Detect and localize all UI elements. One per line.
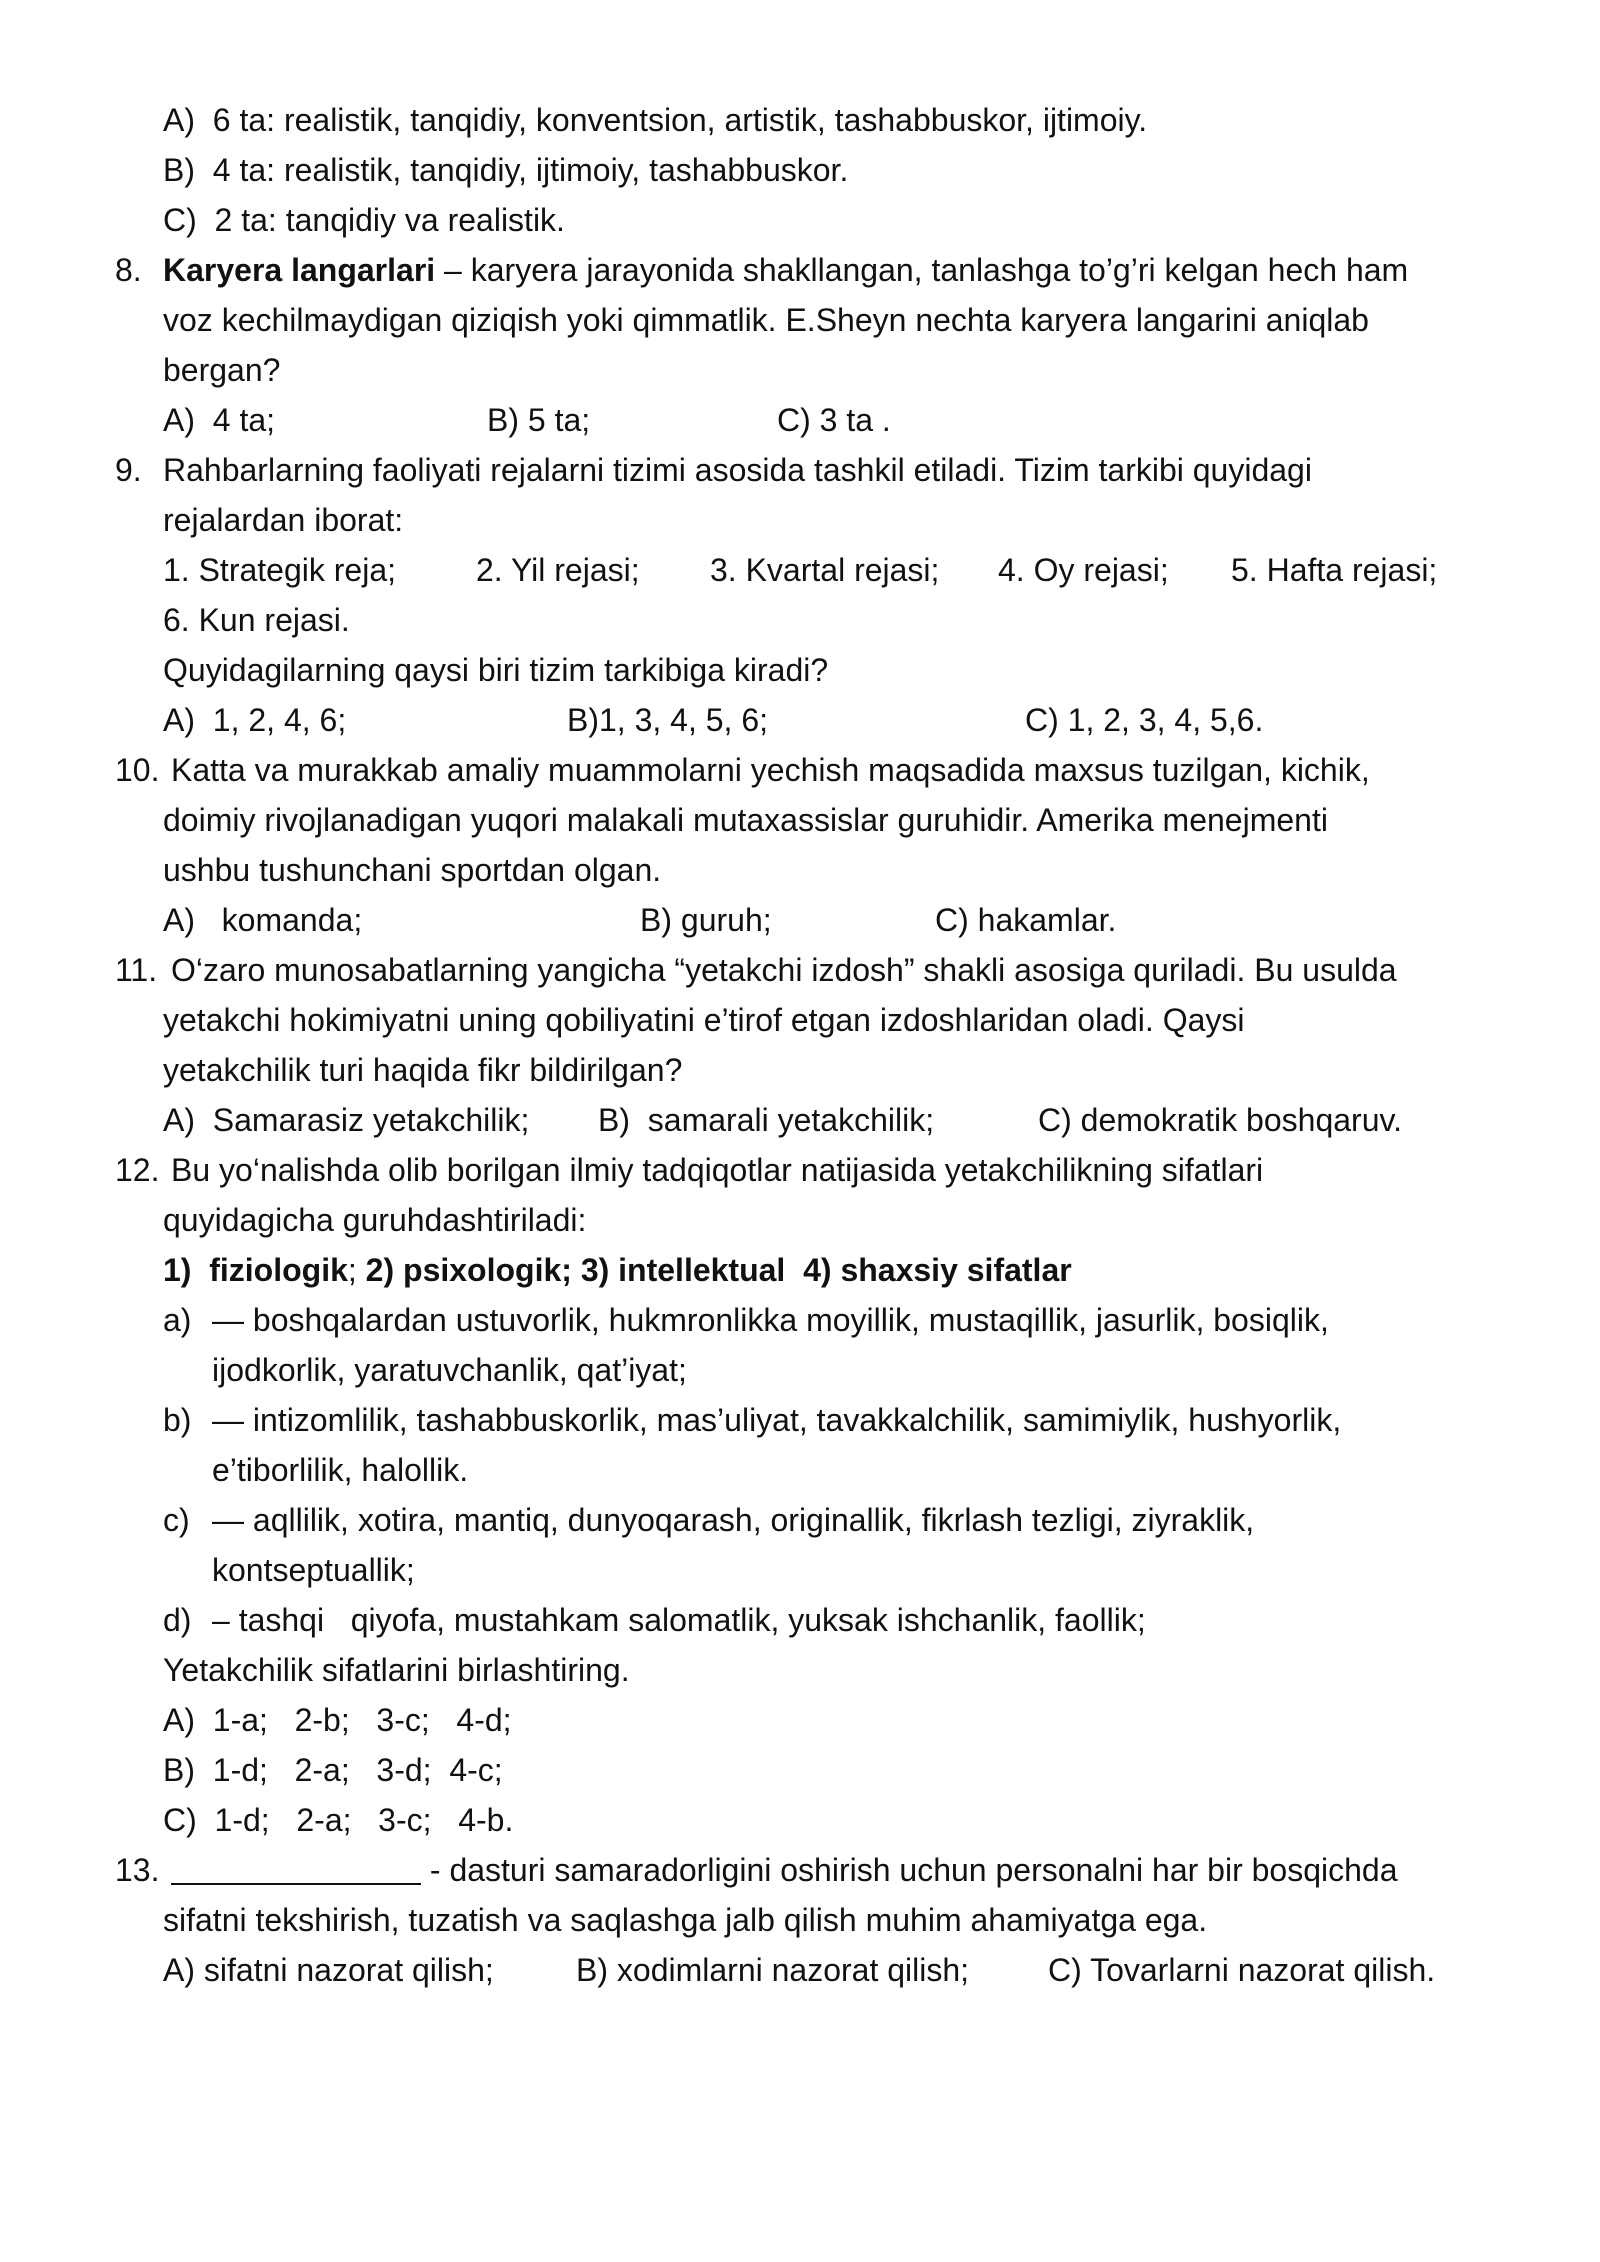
q9-number: 9. bbox=[115, 452, 142, 488]
q12-item-b-label: b) bbox=[163, 1402, 192, 1438]
q11-line-3: yetakchilik turi haqida fikr bildirilgan? bbox=[163, 1052, 683, 1088]
q9-line-1: Rahbarlarning faoliyati rejalarni tizimi asosida tashkil etiladi. Tizim tarkibi quyidagi bbox=[163, 452, 1312, 488]
q12-item-c-text-1: — aqllilik, xotira, mantiq, dunyoqarash, originallik, fikrlash tezligi, ziyraklik, bbox=[212, 1502, 1255, 1538]
q8-line-3: bergan? bbox=[163, 352, 281, 388]
q13-line-1 bbox=[171, 1850, 1398, 1890]
q12-category-separator: ; bbox=[347, 1252, 366, 1288]
q9-item-4: 4. Oy rejasi; bbox=[998, 552, 1169, 588]
q12-item-a-label: a) bbox=[163, 1302, 192, 1338]
q8-option-b: B) 5 ta; bbox=[487, 402, 591, 438]
q9-item-3: 3. Kvartal rejasi; bbox=[710, 552, 940, 588]
q12-category-1: 1) fiziologik bbox=[163, 1252, 348, 1288]
q9-item-1: 1. Strategik reja; bbox=[163, 552, 396, 588]
q13-fill-in-blank bbox=[171, 1853, 421, 1885]
q13-line-2: sifatni tekshirish, tuzatish va saqlashga jalb qilish muhim ahamiyatga ega. bbox=[163, 1902, 1208, 1938]
q8-option-a: A) 4 ta; bbox=[163, 402, 276, 438]
q8-line-2: voz kechilmaydigan qiziqish yoki qimmatlik. E.Sheyn nechta karyera langarini aniqlab bbox=[163, 302, 1369, 338]
q12-line-1: Bu yo‘nalishda olib borilgan ilmiy tadqiqotlar natijasida yetakchilikning sifatlari bbox=[171, 1152, 1264, 1188]
q9-item-2: 2. Yil rejasi; bbox=[476, 552, 640, 588]
q12-option-a: A) 1-a; 2-b; 3-c; 4-d; bbox=[163, 1702, 512, 1738]
q12-number: 12. bbox=[115, 1152, 160, 1188]
q9-option-c: C) 1, 2, 3, 4, 5,6. bbox=[1025, 702, 1264, 738]
q11-number: 11. bbox=[115, 952, 158, 988]
q12-item-d-label: d) bbox=[163, 1602, 192, 1638]
q12-option-c: C) 1-d; 2-a; 3-c; 4-b. bbox=[163, 1802, 514, 1838]
q7-option-a: A) 6 ta: realistik, tanqidiy, konventsion, artistik, tashabbuskor, ijtimoiy. bbox=[163, 102, 1148, 138]
q10-option-a: A) komanda; bbox=[163, 902, 363, 938]
q9-item-5: 5. Hafta rejasi; bbox=[1231, 552, 1438, 588]
q10-line-3: ushbu tushunchani sportdan olgan. bbox=[163, 852, 662, 888]
q10-line-1: Katta va murakkab amaliy muammolarni yechish maqsadida maxsus tuzilgan, kichik, bbox=[171, 752, 1370, 788]
q8-line-1 bbox=[163, 250, 1408, 290]
q12-option-b: B) 1-d; 2-a; 3-d; 4-c; bbox=[163, 1752, 503, 1788]
q10-number: 10. bbox=[115, 752, 160, 788]
q7-option-c: C) 2 ta: tanqidiy va realistik. bbox=[163, 202, 565, 238]
q12-item-a-text-1: — boshqalardan ustuvorlik, hukmronlikka moyillik, mustaqillik, jasurlik, bosiqlik, bbox=[212, 1302, 1329, 1338]
q12-item-b-text-1: — intizomlilik, tashabbuskorlik, mas’uliyat, tavakkalchilik, samimiylik, hushyorlik, bbox=[212, 1402, 1342, 1438]
q13-option-c: C) Tovarlarni nazorat qilish. bbox=[1048, 1952, 1436, 1988]
q13-option-a: A) sifatni nazorat qilish; bbox=[163, 1952, 494, 1988]
q11-option-b: B) samarali yetakchilik; bbox=[598, 1102, 935, 1138]
q8-option-c: C) 3 ta . bbox=[777, 402, 891, 438]
q9-option-b: B)1, 3, 4, 5, 6; bbox=[567, 702, 768, 738]
q12-item-b-text-2: e’tiborlilik, halollik. bbox=[212, 1452, 469, 1488]
q8-number: 8. bbox=[115, 252, 142, 288]
q10-line-2: doimiy rivojlanadigan yuqori malakali mutaxassislar guruhidir. Amerika menejmenti bbox=[163, 802, 1328, 838]
q12-item-d-text-1: – tashqi qiyofa, mustahkam salomatlik, yuksak ishchanlik, faollik; bbox=[212, 1602, 1146, 1638]
q12-categories-rest: 2) psixologik; 3) intellektual 4) shaxsiy sifatlar bbox=[365, 1252, 1072, 1288]
q12-categories bbox=[163, 1250, 1072, 1290]
q12-instruction: Yetakchilik sifatlarini birlashtiring. bbox=[163, 1652, 630, 1688]
q12-item-a-text-2: ijodkorlik, yaratuvchanlik, qat’iyat; bbox=[212, 1352, 687, 1388]
q8-line-1-rest: – karyera jarayonida shakllangan, tanlashga to’g’ri kelgan hech ham bbox=[435, 252, 1409, 288]
q13-line-1-rest: - dasturi samaradorligini oshirish uchun personalni har bir bosqichda bbox=[421, 1852, 1398, 1888]
q9-line-2: rejalardan iborat: bbox=[163, 502, 404, 538]
q8-term: Karyera langarlari bbox=[163, 252, 436, 288]
q10-option-c: C) hakamlar. bbox=[935, 902, 1117, 938]
q9-option-a: A) 1, 2, 4, 6; bbox=[163, 702, 347, 738]
q9-item-6: 6. Kun rejasi. bbox=[163, 602, 350, 638]
q10-option-b: B) guruh; bbox=[640, 902, 772, 938]
q11-line-2: yetakchi hokimiyatni uning qobiliyatini e’tirof etgan izdoshlaridan oladi. Qaysi bbox=[163, 1002, 1245, 1038]
q13-option-b: B) xodimlarni nazorat qilish; bbox=[576, 1952, 970, 1988]
q12-line-2: quyidagicha guruhdashtiriladi: bbox=[163, 1202, 587, 1238]
q11-option-a: A) Samarasiz yetakchilik; bbox=[163, 1102, 530, 1138]
q7-option-b: B) 4 ta: realistik, tanqidiy, ijtimoiy, tashabbuskor. bbox=[163, 152, 849, 188]
q13-number: 13. bbox=[115, 1852, 160, 1888]
q11-line-1: O‘zaro munosabatlarning yangicha “yetakchi izdosh” shakli asosiga quriladi. Bu usulda bbox=[171, 952, 1397, 988]
q12-item-c-text-2: kontseptuallik; bbox=[212, 1552, 415, 1588]
q9-question: Quyidagilarning qaysi biri tizim tarkibiga kiradi? bbox=[163, 652, 829, 688]
q12-item-c-label: c) bbox=[163, 1502, 190, 1538]
q11-option-c: C) demokratik boshqaruv. bbox=[1038, 1102, 1402, 1138]
